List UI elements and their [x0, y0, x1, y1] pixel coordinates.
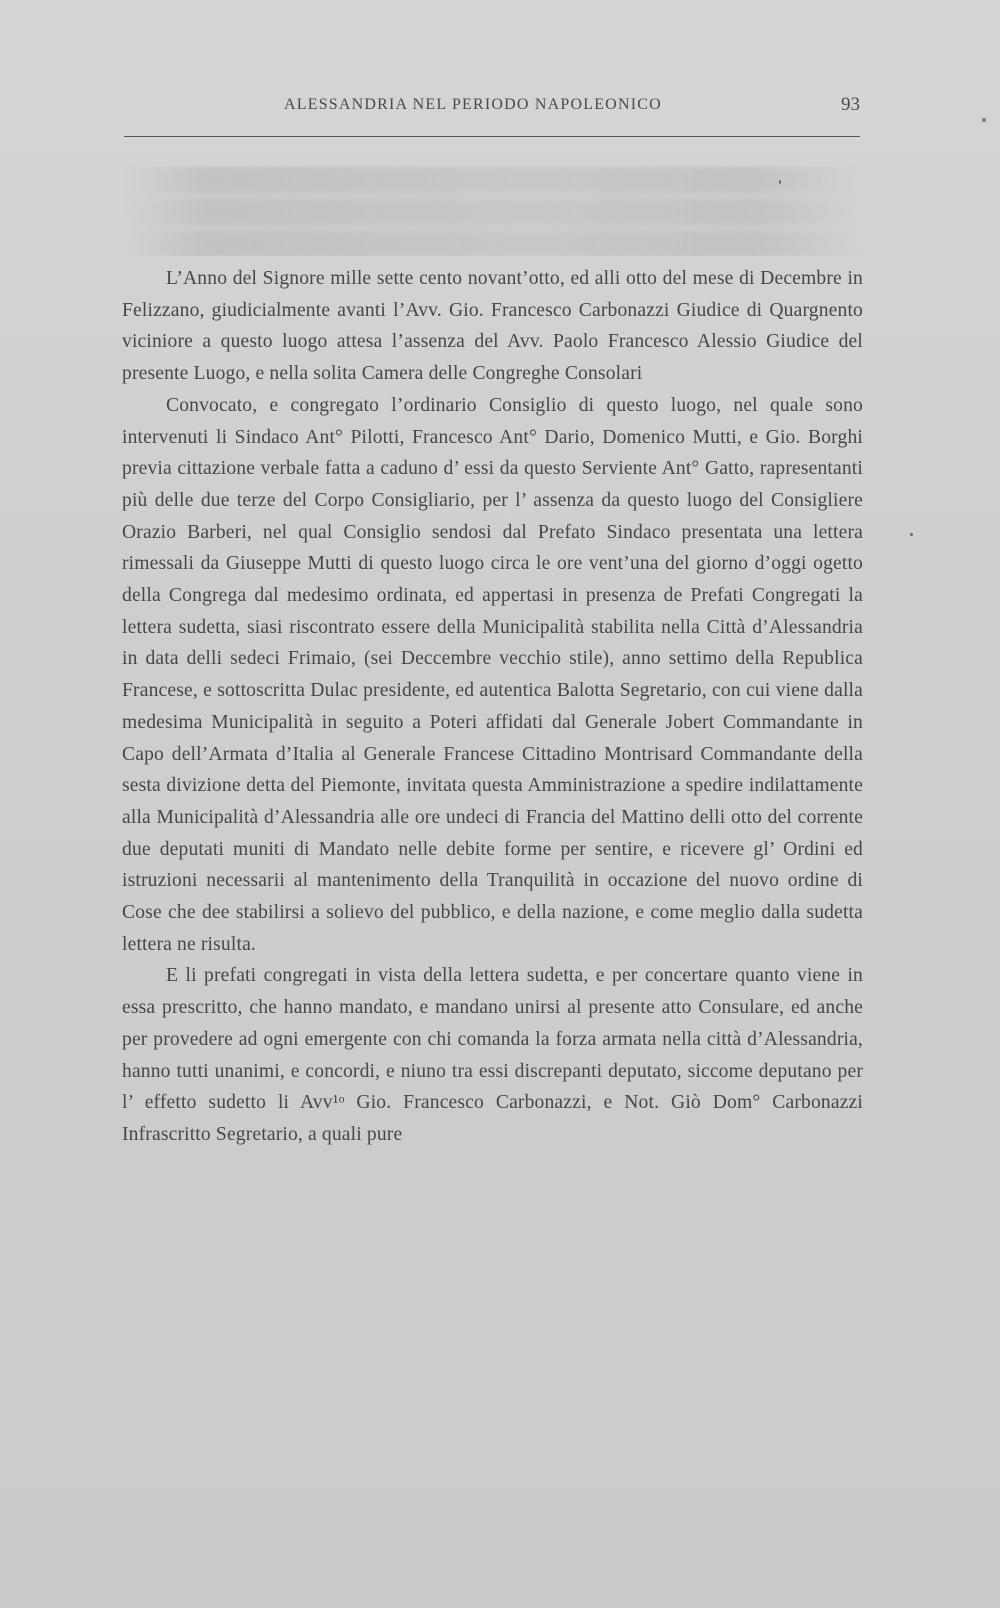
page-header [124, 96, 864, 126]
body-text [122, 263, 863, 1151]
paper-speck [779, 180, 781, 184]
header-rule [124, 136, 860, 137]
show-through-bleed [124, 166, 864, 256]
paragraph-deputation: E li prefati congregati in vista della lettera sudetta, e per concertare quanto viene in essa prescritto, che hanno mandato, e mandano unirsi al presente atto Consulare, ed anche per provedere ad ogni emergente con chi comanda la forza armata nella città d’Alessandria, hanno tutti unanimi, e concordi, e niuno tra essi discrepanti deputato, siccome deputano per l’ effetto sudetto li Avv¹ᵒ Gio. Francesco Carbonazzi, e Not. Giò Dom° Carbonazzi Infrascritto Segretario, a quali pure [122, 965, 863, 1145]
page-number: 93 [841, 94, 860, 115]
running-head: ALESSANDRIA NEL PERIODO NAPOLEONICO [284, 96, 662, 113]
paper-speck [982, 118, 986, 122]
paper-speck [910, 533, 913, 536]
paragraph-convocato: Convocato, e congregato l’ordinario Consiglio di questo luogo, nel quale sono intervenuti li Sindaco Ant° Pilotti, Francesco Ant° Dario, Domenico Mutti, e Gio. Borghi previa cittazione verbale fatta a caduno d’ essi da questo Serviente Ant° Gatto, rapresentanti più delle due terze del Corpo Consigliario, per l’ assenza da questo luogo del Consigliere Orazio Barberi, nel qual Consiglio sendosi dal Prefato Sindaco presentata una lettera rimessali da Giuseppe Mutti di questo luogo circa le ore vent’una del giorno d’oggi ogetto della Congrega dal medesimo ordinata, ed appertasi in presenza de Prefati Congregati la lettera sudetta, siasi riscontrato essere della Municipalità stabilita nella Città d’Alessandria in data delli sedeci Frimaio, (sei Deccembre vecchio stile), anno settimo della Republica Francese, e sottoscritta Dulac presidente, ed autentica Balotta Segretario, con cui viene dalla medesima Municipalità in seguito a Poteri affidati dal Generale Jobert Commandante in Capo dell’Armata d’Italia al Generale Francese Cittadino Montrisard Commandante della sesta divizione detta del Piemonte, invitata questa Amministrazione a spedire indilattamente alla Municipalità d’Alessandria alle ore undeci di Francia del Mattino delli otto del corrente due deputati muniti di Mandato nelle debite forme per sentire, e ricevere gl’ Ordini ed istruzioni necessarii al mantenimento della Tranquilità in occazione del nuovo ordine di Cose che dee stabilirsi a solievo del pubblico, e della nazione, e come meglio dalla sudetta lettera ne risulta. [122, 394, 863, 955]
paragraph-opening: L’Anno del Signore mille sette cento novant’otto, ed alli otto del mese di Decembre in Felizzano, giudicialmente avanti l’Avv. Gio. Francesco Carbonazzi Giudice di Quargnento viciniore a questo luogo attesa l’assenza del Avv. Paolo Francesco Alessio Giudice del presente Luogo, e nella solita Camera delle Congreghe Consolari [122, 268, 863, 385]
